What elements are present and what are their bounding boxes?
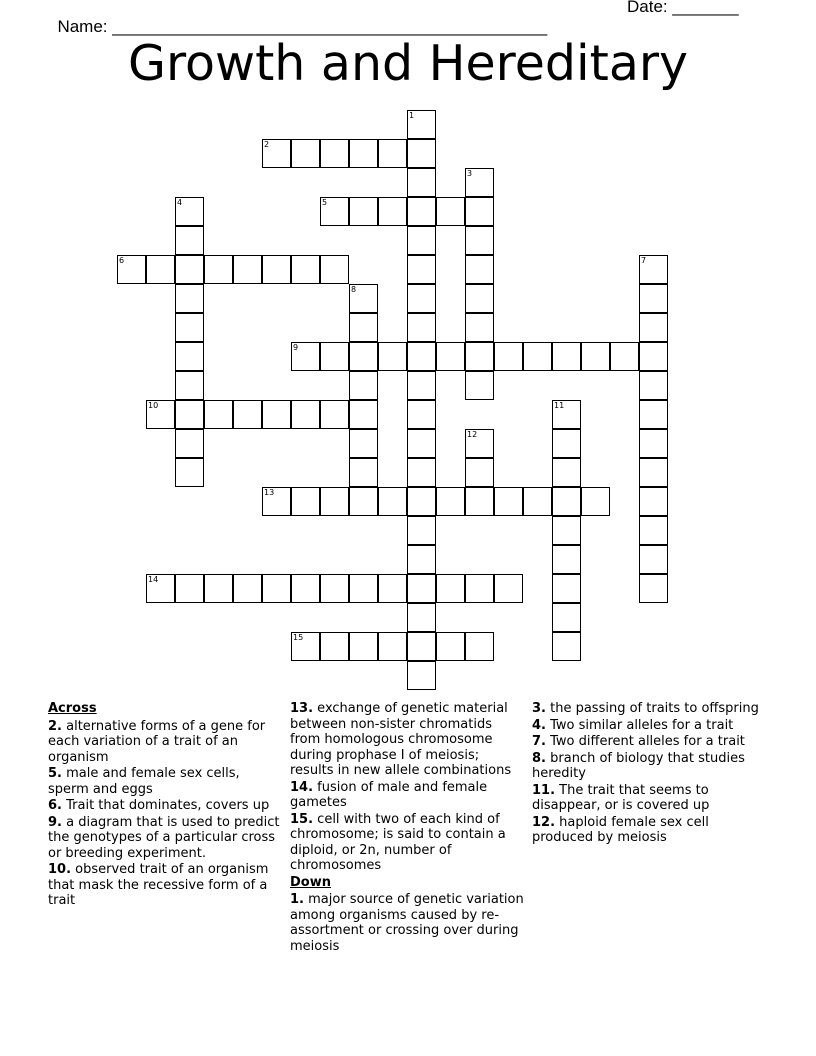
cell-number: 7 (641, 256, 647, 265)
grid-cell[interactable] (407, 574, 436, 603)
clue-text: the passing of traits to offspring (550, 701, 759, 716)
grid-cell[interactable] (436, 574, 465, 603)
clue-text: major source of genetic variation among organisms caused by re-assortment or crossing over during meiosis (290, 892, 524, 954)
clue-number: 2. (48, 718, 62, 734)
grid-cell[interactable] (320, 487, 349, 516)
grid-cell[interactable] (175, 574, 204, 603)
grid-cell[interactable] (349, 487, 378, 516)
grid-cell[interactable] (378, 197, 407, 226)
clue-text: male and female sex cells, sperm and eggs (48, 766, 240, 797)
grid-cell[interactable] (407, 371, 436, 400)
grid-cell[interactable] (349, 458, 378, 487)
grid-cell[interactable] (494, 487, 523, 516)
grid-cell[interactable] (407, 632, 436, 661)
clue-text: cell with two of each kind of chromosome; is said to contain a diploid, or 2n, number of chromosomes (290, 811, 506, 873)
cell-number: 9 (293, 343, 299, 352)
grid-cell[interactable] (349, 371, 378, 400)
grid-cell[interactable] (407, 661, 436, 690)
grid-cell[interactable] (523, 342, 552, 371)
grid-cell[interactable] (291, 632, 320, 661)
grid-cell[interactable] (175, 197, 204, 226)
grid-cell[interactable] (146, 255, 175, 284)
cell-number: 8 (351, 285, 357, 294)
clue-text: The trait that seems to disappear, or is covered up (532, 782, 710, 813)
clue-number: 7. (532, 734, 546, 749)
grid-cell[interactable] (262, 574, 291, 603)
clue-text: Trait that dominates, covers up (66, 798, 270, 813)
grid-cell[interactable] (494, 342, 523, 371)
page-title: Growth and Hereditary (127, 35, 688, 92)
clue-across-2 (48, 719, 280, 766)
clue-across-14 (290, 780, 526, 811)
grid-cell[interactable] (465, 168, 494, 197)
clue-down-3 (532, 701, 772, 717)
grid-cell[interactable] (407, 516, 436, 545)
grid-cell[interactable] (465, 197, 494, 226)
clue-number: 8. (532, 750, 546, 766)
grid-cell[interactable] (639, 313, 668, 342)
grid-cell[interactable] (407, 313, 436, 342)
grid-cell[interactable] (378, 632, 407, 661)
grid-cell[interactable] (465, 429, 494, 458)
grid-cell[interactable] (639, 545, 668, 574)
grid-cell[interactable] (639, 458, 668, 487)
grid-cell[interactable] (146, 574, 175, 603)
grid-cell[interactable] (233, 255, 262, 284)
grid-cell[interactable] (233, 400, 262, 429)
grid-cell[interactable] (552, 632, 581, 661)
clue-down-11 (532, 783, 772, 814)
grid-cell[interactable] (407, 168, 436, 197)
grid-cell[interactable] (204, 574, 233, 603)
grid-cell[interactable] (407, 342, 436, 371)
clue-number: 14. (290, 779, 314, 795)
grid-cell[interactable] (175, 342, 204, 371)
grid-cell[interactable] (407, 487, 436, 516)
clue-text: exchange of genetic material between non-sister chromatids from homologous chromosome during prophase I of meiosis; results in new allele combinations (290, 701, 512, 778)
grid-cell[interactable] (349, 313, 378, 342)
grid-cell[interactable] (320, 139, 349, 168)
cell-number: 3 (467, 169, 473, 178)
date-field[interactable]: Date: _______ (627, 0, 739, 16)
grid-cell[interactable] (291, 487, 320, 516)
clue-text: a diagram that is used to predict the genotypes of a particular cross or breeding experiment. (48, 814, 280, 861)
clue-down-1 (290, 892, 526, 954)
grid-cell[interactable] (465, 284, 494, 313)
grid-cell[interactable] (320, 574, 349, 603)
clues-column-3 (532, 701, 772, 847)
grid-cell[interactable] (465, 574, 494, 603)
grid-cell[interactable] (204, 400, 233, 429)
cell-number: 2 (264, 140, 270, 149)
clue-text: branch of biology that studies heredity (532, 750, 745, 781)
grid-cell[interactable] (552, 545, 581, 574)
grid-cell[interactable] (233, 574, 262, 603)
grid-cell[interactable] (552, 603, 581, 632)
grid-cell[interactable] (291, 574, 320, 603)
clue-text: alternative forms of a gene for each variation of a trait of an organism (48, 718, 266, 765)
grid-cell[interactable] (407, 603, 436, 632)
clue-across-13 (290, 701, 526, 779)
grid-cell[interactable] (320, 255, 349, 284)
clue-number: 11. (532, 782, 556, 798)
grid-cell[interactable] (291, 342, 320, 371)
clue-across-10 (48, 862, 280, 909)
clue-across-5 (48, 766, 280, 797)
grid-cell[interactable] (639, 342, 668, 371)
grid-cell[interactable] (552, 400, 581, 429)
clue-number: 5. (48, 766, 62, 781)
clue-text: Two similar alleles for a trait (550, 717, 734, 733)
grid-cell[interactable] (639, 371, 668, 400)
grid-cell[interactable] (349, 400, 378, 429)
cell-number: 4 (177, 198, 183, 207)
grid-cell[interactable] (204, 255, 233, 284)
grid-cell[interactable] (175, 313, 204, 342)
grid-cell[interactable] (465, 371, 494, 400)
grid-cell[interactable] (436, 197, 465, 226)
grid-cell[interactable] (349, 284, 378, 313)
grid-cell[interactable] (175, 429, 204, 458)
grid-cell[interactable] (407, 545, 436, 574)
grid-cell[interactable] (407, 197, 436, 226)
grid-cell[interactable] (349, 342, 378, 371)
grid-cell[interactable] (610, 342, 639, 371)
cell-number: 6 (119, 256, 125, 265)
grid-cell[interactable] (291, 139, 320, 168)
clue-text: observed trait of an organism that mask the recessive form of a trait (48, 862, 269, 908)
cell-number: 11 (554, 401, 565, 410)
grid-cell[interactable] (465, 313, 494, 342)
grid-cell[interactable] (320, 197, 349, 226)
grid-cell[interactable] (465, 255, 494, 284)
grid-cell[interactable] (552, 342, 581, 371)
grid-cell[interactable] (465, 632, 494, 661)
grid-cell[interactable] (262, 139, 291, 168)
grid-cell[interactable] (552, 574, 581, 603)
grid-cell[interactable] (639, 284, 668, 313)
clue-text: haploid female sex cell produced by meiosis (532, 814, 709, 845)
clue-number: 12. (532, 814, 556, 830)
grid-cell[interactable] (349, 197, 378, 226)
grid-cell[interactable] (465, 487, 494, 516)
cell-number: 5 (322, 198, 328, 207)
grid-cell[interactable] (407, 255, 436, 284)
grid-cell[interactable] (117, 255, 146, 284)
clue-number: 9. (48, 814, 62, 830)
grid-cell[interactable] (407, 226, 436, 255)
grid-cell[interactable] (639, 516, 668, 545)
grid-cell[interactable] (349, 139, 378, 168)
grid-cell[interactable] (465, 226, 494, 255)
down-heading: Down (290, 874, 331, 890)
clues-column-1 (48, 701, 280, 910)
clue-number: 15. (290, 811, 314, 827)
grid-cell[interactable] (639, 574, 668, 603)
grid-cell[interactable] (291, 400, 320, 429)
grid-cell[interactable] (175, 226, 204, 255)
grid-cell[interactable] (349, 429, 378, 458)
grid-cell[interactable] (175, 255, 204, 284)
grid-cell[interactable] (552, 429, 581, 458)
cell-number: 1 (409, 111, 415, 120)
clue-number: 1. (290, 892, 304, 907)
clue-number: 3. (532, 701, 546, 716)
grid-cell[interactable] (349, 632, 378, 661)
cell-number: 14 (148, 575, 159, 584)
clue-down-7 (532, 734, 772, 750)
clue-number: 4. (532, 717, 546, 733)
grid-cell[interactable] (320, 400, 349, 429)
name-field[interactable]: Name: ______________________________________________ (57, 17, 548, 36)
grid-cell[interactable] (175, 400, 204, 429)
grid-cell[interactable] (320, 342, 349, 371)
grid-cell[interactable] (262, 400, 291, 429)
grid-cell[interactable] (175, 371, 204, 400)
grid-cell[interactable] (407, 458, 436, 487)
grid-cell[interactable] (175, 284, 204, 313)
grid-cell[interactable] (262, 255, 291, 284)
cell-number: 13 (264, 488, 275, 497)
clue-across-15 (290, 812, 526, 874)
clue-across-6 (48, 798, 280, 814)
grid-cell[interactable] (407, 284, 436, 313)
grid-cell[interactable] (639, 429, 668, 458)
clues-column-2 (290, 701, 526, 955)
clue-number: 13. (290, 701, 314, 716)
grid-cell[interactable] (378, 574, 407, 603)
clue-text: Two different alleles for a trait (550, 734, 745, 749)
grid-cell[interactable] (552, 487, 581, 516)
grid-cell[interactable] (262, 487, 291, 516)
grid-cell[interactable] (494, 574, 523, 603)
grid-cell[interactable] (407, 139, 436, 168)
grid-cell[interactable] (639, 487, 668, 516)
grid-cell[interactable] (552, 516, 581, 545)
clue-down-8 (532, 751, 772, 782)
grid-cell[interactable] (581, 342, 610, 371)
cell-number: 15 (293, 633, 304, 642)
grid-cell[interactable] (436, 632, 465, 661)
grid-cell[interactable] (378, 342, 407, 371)
grid-cell[interactable] (407, 110, 436, 139)
clue-across-9 (48, 815, 280, 862)
grid-cell[interactable] (320, 632, 349, 661)
clue-down-4 (532, 718, 772, 734)
cell-number: 10 (148, 401, 159, 410)
cell-number: 12 (467, 430, 478, 439)
clue-number: 6. (48, 798, 62, 813)
clue-text: fusion of male and female gametes (290, 779, 488, 810)
clue-down-12 (532, 815, 772, 846)
grid-cell[interactable] (552, 458, 581, 487)
grid-cell[interactable] (349, 574, 378, 603)
grid-cell[interactable] (378, 139, 407, 168)
grid-cell[interactable] (407, 400, 436, 429)
grid-cell[interactable] (639, 400, 668, 429)
grid-cell[interactable] (465, 458, 494, 487)
grid-cell[interactable] (407, 429, 436, 458)
across-heading: Across (48, 701, 97, 716)
grid-cell[interactable] (465, 342, 494, 371)
grid-cell[interactable] (291, 255, 320, 284)
clue-number: 10. (48, 862, 72, 877)
grid-cell[interactable] (175, 458, 204, 487)
grid-cell[interactable] (523, 487, 552, 516)
grid-cell[interactable] (436, 487, 465, 516)
grid-cell[interactable] (639, 255, 668, 284)
grid-cell[interactable] (436, 342, 465, 371)
grid-cell[interactable] (146, 400, 175, 429)
grid-cell[interactable] (378, 487, 407, 516)
grid-cell[interactable] (581, 487, 610, 516)
